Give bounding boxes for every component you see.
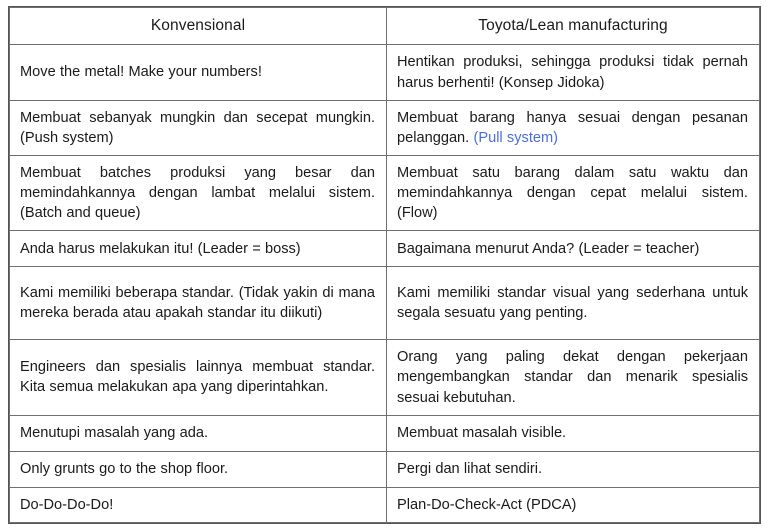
cell-konvensional: Membuat sebanyak mungkin dan secepat mungkin. (Push system)	[10, 100, 387, 155]
cell-toyota-lean	[387, 267, 760, 340]
cell-toyota-lean	[387, 100, 760, 155]
comparison-table-container	[9, 7, 759, 523]
table-header	[10, 8, 760, 45]
table-row	[10, 45, 760, 100]
table-row	[10, 267, 760, 340]
cell-toyota-lean	[387, 415, 760, 451]
cell-toyota-lean	[387, 45, 760, 100]
cell-toyota-lean	[387, 340, 760, 415]
table-row	[10, 100, 760, 155]
highlighted-term[interactable]: (Pull system)	[473, 129, 559, 146]
comparison-table	[9, 7, 760, 523]
table-row	[10, 415, 760, 451]
table-row	[10, 487, 760, 522]
cell-text: Pergi dan lihat sendiri.	[397, 461, 542, 478]
cell-text: Membuat barang hanya sesuai dengan pesanan pelanggan.	[397, 109, 748, 146]
cell-text: Membuat satu barang dalam satu waktu dan memindahkannya dengan cepat melalui sistem. (Flow)	[397, 164, 748, 222]
cell-konvensional: Kami memiliki beberapa standar. (Tidak yakin di mana mereka berada atau apakah standar itu diikuti)	[10, 267, 387, 340]
cell-konvensional: Menutupi masalah yang ada.	[10, 415, 387, 451]
cell-text: Plan-Do-Check-Act (PDCA)	[397, 496, 577, 513]
table-header-row	[10, 8, 760, 45]
cell-toyota-lean	[387, 451, 760, 487]
table-row	[10, 340, 760, 415]
cell-text: Kami memiliki standar visual yang sederhana untuk segala sesuatu yang penting.	[397, 285, 748, 322]
cell-toyota-lean	[387, 155, 760, 230]
cell-toyota-lean	[387, 231, 760, 267]
cell-konvensional: Engineers dan spesialis lainnya membuat standar. Kita semua melakukan apa yang diperintahkan.	[10, 340, 387, 415]
table-body	[10, 45, 760, 522]
column-header-toyota-lean: Toyota/Lean manufacturing	[387, 8, 760, 45]
column-header-konvensional: Konvensional	[10, 8, 387, 45]
cell-text: Membuat masalah visible.	[397, 425, 567, 442]
cell-konvensional: Membuat batches produksi yang besar dan memindahkannya dengan lambat melalui sistem. (Batch and queue)	[10, 155, 387, 230]
table-row	[10, 451, 760, 487]
cell-konvensional: Only grunts go to the shop floor.	[10, 451, 387, 487]
table-row	[10, 155, 760, 230]
cell-konvensional: Do-Do-Do-Do!	[10, 487, 387, 522]
cell-toyota-lean	[387, 487, 760, 522]
cell-text: Hentikan produksi, sehingga produksi tidak pernah harus berhenti! (Konsep Jidoka)	[397, 54, 748, 91]
cell-konvensional: Anda harus melakukan itu! (Leader = boss)	[10, 231, 387, 267]
cell-text: Orang yang paling dekat dengan pekerjaan mengembangkan standar dan menarik spesialis sesuai kebutuhan.	[397, 349, 748, 406]
cell-konvensional: Move the metal! Make your numbers!	[10, 45, 387, 100]
table-row	[10, 231, 760, 267]
cell-text: Bagaimana menurut Anda? (Leader = teacher)	[397, 240, 700, 257]
